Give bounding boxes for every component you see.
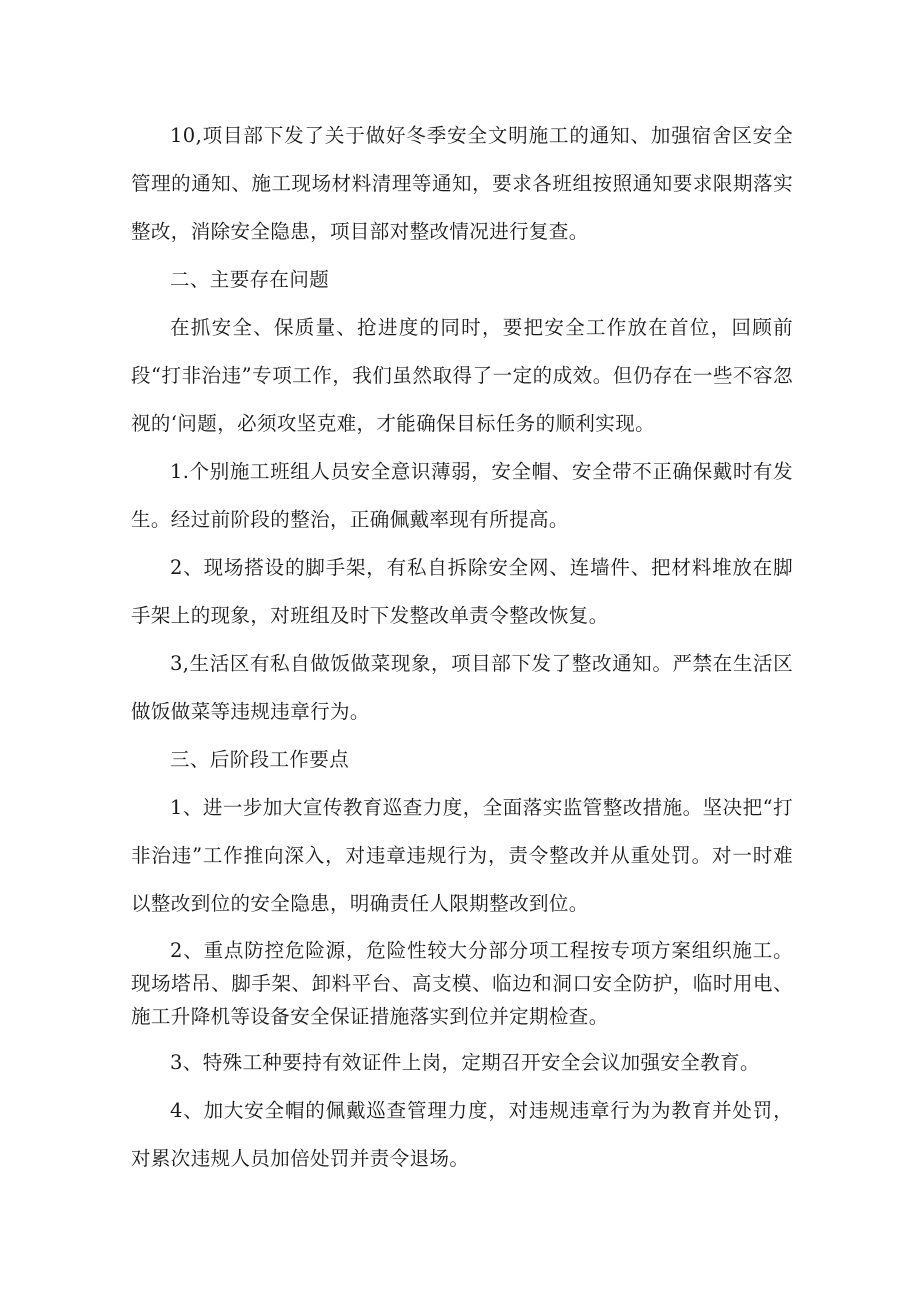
work-point-1: 1、进一步加大宣传教育巡查力度，全面落实监管整改措施。坚决把“打非治违”工作推向深入，对违章违规行为，责令整改并从重处罚。对一时难以整改到位的安全隐患，明确责任人限期整改到位。 (131, 796, 793, 915)
work-point-2: 2、重点防控危险源，危险性较大分部分项工程按专项方案组织施工。现场塔吊、脚手架、卸料平台、高支模、临边和洞口安全防护，临时用电、施工升降机等设备安全保证措施落实到位并定期检查。 (131, 939, 793, 1028)
work-point-4: 4、加大安全帽的佩戴巡查管理力度，对违规违章行为为教育并处罚，对累次违规人员加倍处罚并责令退场。 (131, 1099, 793, 1170)
problem-item-1: 1.个别施工班组人员安全意识薄弱，安全帽、安全带不正确保戴时有发生。经过前阶段的整治，正确佩戴率现有所提高。 (131, 460, 793, 531)
paragraph-item-10: 10,项目部下发了关于做好冬季安全文明施工的通知、加强宿舍区安全管理的通知、施工现场材料清理等通知，要求各班组按照通知要求限期落实整改，消除安全隐患，项目部对整改情况进行复查。 (131, 124, 793, 243)
paragraph-problems-intro: 在抓安全、保质量、抢进度的同时，要把安全工作放在首位，回顾前段“打非治违”专项工作，我们虽然取得了一定的成效。但仍存在一些不容忽视的‘问题，必须攻坚克难，才能确保目标任务的顺利实现。 (131, 316, 793, 435)
section-heading-next-steps: 三、后阶段工作要点 (170, 748, 350, 771)
work-point-3: 3、特殊工种要持有效证件上岗，定期召开安全会议加强安全教育。 (170, 1051, 760, 1074)
problem-item-2: 2、现场搭设的脚手架，有私自拆除安全网、连墙件、把材料堆放在脚手架上的现象，对班组及时下发整改单责令整改恢复。 (131, 556, 793, 627)
problem-item-3: 3,生活区有私自做饭做菜现象，项目部下发了整改通知。严禁在生活区做饭做菜等违规违章行为。 (131, 652, 793, 723)
document-body (131, 112, 793, 1183)
section-heading-main-problems: 二、主要存在问题 (170, 268, 330, 291)
